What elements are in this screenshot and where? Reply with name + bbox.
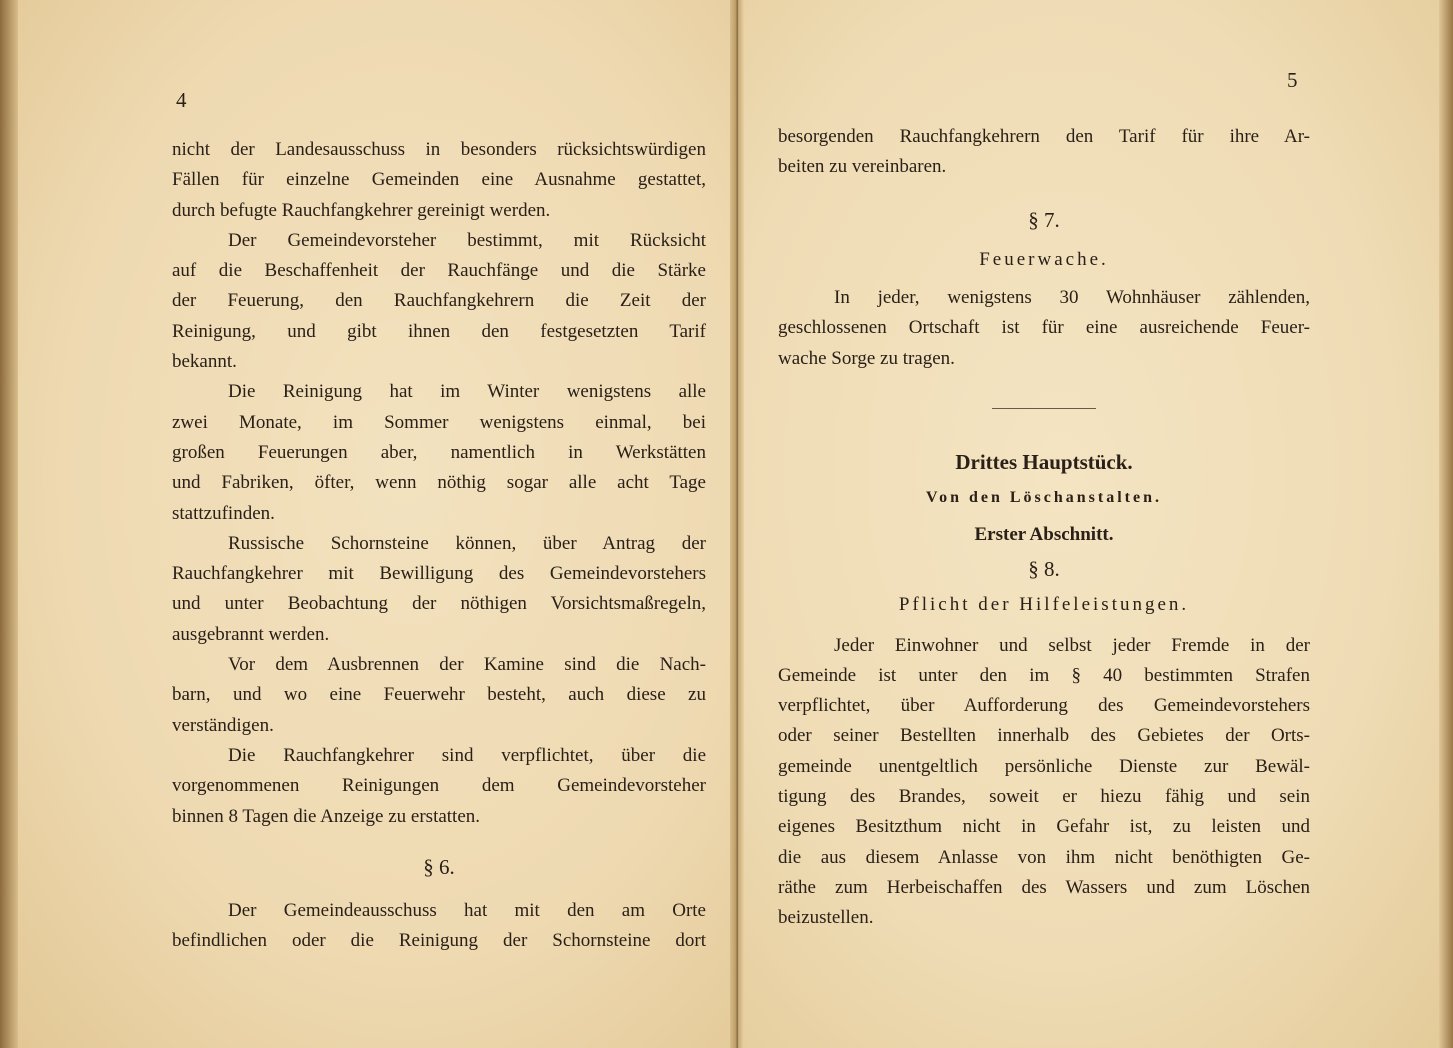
text-line: stattzufinden. (172, 502, 275, 524)
text-line: großen Feuerungen aber, namentlich in Werkstätten (172, 441, 706, 463)
text-line: der Feuerung, den Rauchfangkehrern die Zeit der (172, 290, 706, 312)
section-heading: § 8. (1028, 556, 1060, 581)
text-line: befindlichen oder die Reinigung der Schornsteine dort (172, 930, 706, 952)
text-line: räthe zum Herbeischaffen des Wassers und zum Löschen (778, 876, 1310, 898)
text-line: tigung des Brandes, soweit er hiezu fähig und sein (778, 786, 1310, 808)
paragraph (172, 650, 706, 741)
paragraph (172, 741, 706, 832)
paragraph (172, 135, 706, 226)
part-title: Erster Abschnitt. (974, 523, 1114, 545)
section-heading: § 6. (423, 854, 455, 879)
text-line: Gemeinde ist unter den im § 40 bestimmten Strafen (778, 664, 1310, 686)
text-line: beiten zu vereinbaren. (778, 156, 947, 178)
text-line: eigenes Besitzthum nicht in Gefahr ist, zu leisten und (778, 816, 1310, 838)
text-line: Der Gemeindevorsteher bestimmt, mit Rücksicht (228, 229, 706, 251)
text-line: verpflichtet, über Aufforderung des Gemeindevorstehers (778, 695, 1310, 717)
text-line: gemeinde unentgeltlich persönliche Dienste zur Bewäl- (778, 755, 1310, 777)
paragraph (778, 283, 1310, 374)
divider (992, 408, 1096, 409)
text-line: auf die Beschaffenheit der Rauchfänge und die Stärke (172, 260, 706, 282)
text-line: wache Sorge zu tragen. (778, 347, 955, 369)
text-line: die aus diesem Anlasse von ihm nicht benöthigten Ge- (778, 846, 1310, 868)
text-line: zwei Monate, im Sommer wenigstens einmal, bei (172, 411, 706, 433)
text-line: nicht der Landesausschuss in besonders rücksichtswürdigen (172, 139, 706, 160)
text-line: durch befugte Rauchfangkehrer gereinigt werden. (172, 199, 551, 221)
page-number: 4 (176, 88, 187, 112)
text-line: ausgebrannt werden. (172, 623, 330, 645)
text-line: verständigen. (172, 714, 274, 736)
paragraph (172, 377, 706, 528)
right-page (738, 0, 1453, 1048)
text-line: Rauchfangkehrer mit Bewilligung des Gemeindevorstehers (172, 563, 706, 585)
text-line: bekannt. (172, 351, 237, 373)
text-line: vorgenommenen Reinigungen dem Gemeindevorsteher (172, 775, 706, 797)
text-line: Jeder Einwohner und selbst jeder Fremde in der (834, 634, 1310, 656)
page-edge (1439, 0, 1453, 1048)
section-title: Feuerwache. (979, 248, 1109, 270)
text-line: Reinigung, und gibt ihnen den festgesetzten Tarif (172, 320, 706, 342)
text-line: beizustellen. (778, 907, 874, 929)
text-line: Russische Schornsteine können, über Antrag der (228, 532, 706, 554)
text-line: In jeder, wenigstens 30 Wohnhäuser zählenden, (834, 287, 1310, 309)
page-edge (0, 0, 18, 1048)
text-line: Fällen für einzelne Gemeinden eine Ausnahme gestattet, (172, 169, 706, 191)
text-line: Vor dem Ausbrennen der Kamine sind die Nach- (228, 654, 706, 676)
text-line: Die Rauchfangkehrer sind verpflichtet, über die (228, 744, 706, 766)
chapter-title: Drittes Hauptstück. (955, 450, 1133, 475)
paragraph (172, 896, 706, 957)
section-heading: § 7. (1028, 207, 1060, 232)
text-line: binnen 8 Tagen die Anzeige zu erstatten. (172, 805, 481, 827)
text-line: Die Reinigung hat im Winter wenigstens alle (228, 381, 706, 403)
text-line: barn, und wo eine Feuerwehr besteht, auch diese zu (172, 684, 706, 706)
paragraph (172, 226, 706, 377)
text-line: und Fabriken, öfter, wenn nöthig sogar alle acht Tage (172, 472, 706, 494)
chapter-subtitle: Von den Löschanstalten. (925, 489, 1162, 507)
text-line: Der Gemeindeausschuss hat mit den am Orte (228, 900, 706, 922)
text-line: besorgenden Rauchfangkehrern den Tarif für ihre Ar- (778, 126, 1310, 147)
paragraph (778, 631, 1310, 934)
right-text-column (778, 122, 1310, 934)
left-text-column (172, 135, 706, 957)
text-line: oder seiner Bestellten innerhalb des Gebietes der Orts- (778, 725, 1310, 747)
book-gutter (730, 0, 744, 1048)
paragraph (172, 529, 706, 650)
text-line: und unter Beobachtung der nöthigen Vorsichtsmaßregeln, (172, 593, 706, 615)
page-number: 5 (1287, 68, 1298, 92)
text-line: geschlossenen Ortschaft ist für eine ausreichende Feuer- (778, 317, 1310, 339)
paragraph (778, 122, 1310, 183)
section-title: Pflicht der Hilfeleistungen. (898, 594, 1190, 616)
